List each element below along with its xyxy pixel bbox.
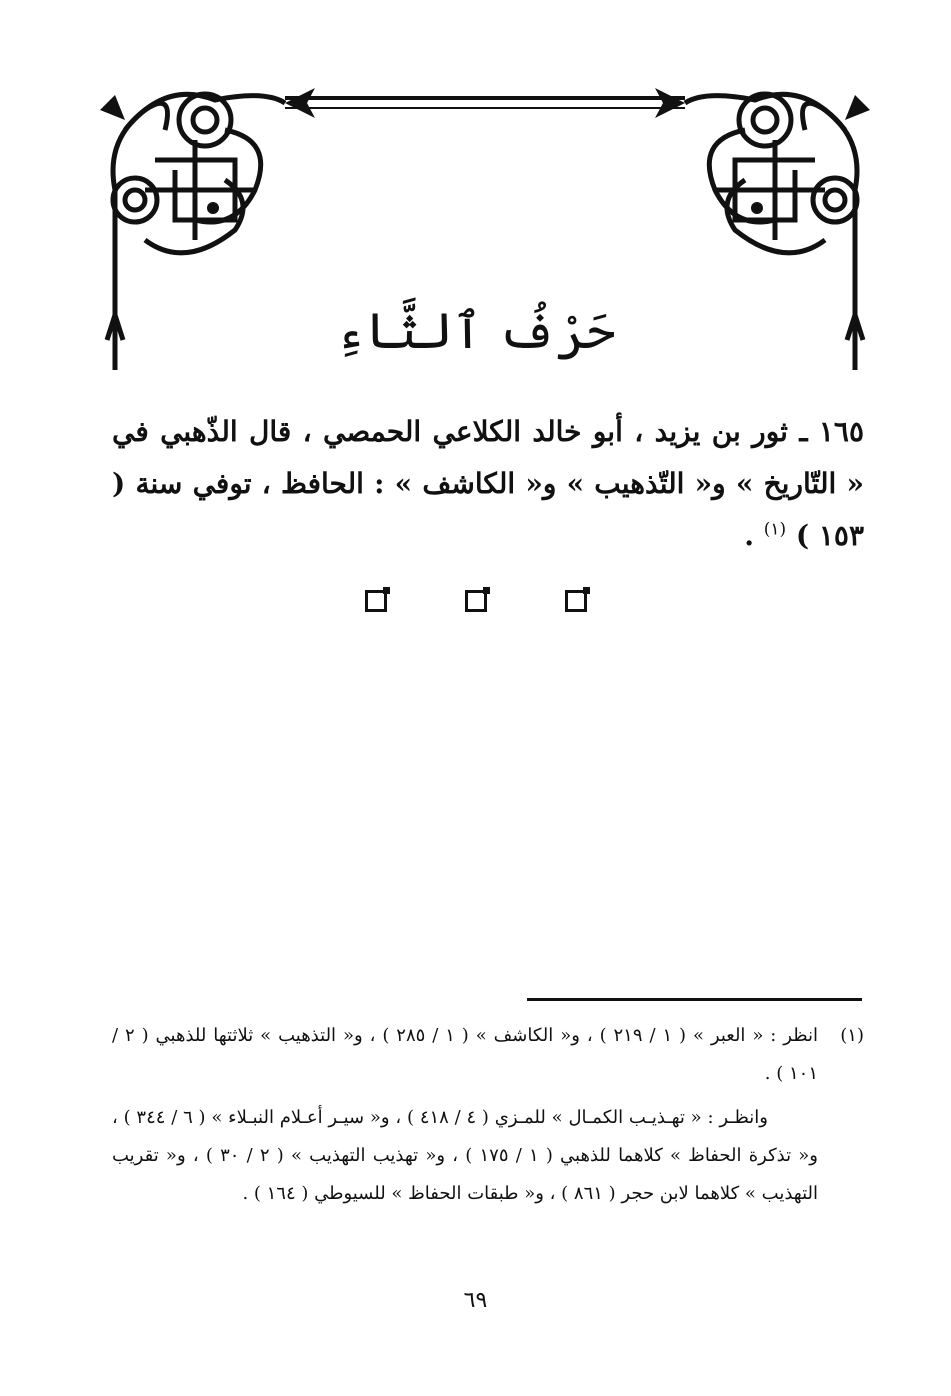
entry-text: ، أبو خالد الكلاعي الحمصي ، قال الذّهبي في « التّاريخ » و« التّذهيب » و« الكاشف » : الحافظ ، توفي سنة ( ١٥٣ ) bbox=[112, 415, 864, 552]
entry-number: ١٦٥ ـ bbox=[799, 415, 864, 448]
entry-name: ثور بن يزيد bbox=[654, 415, 788, 448]
biography-entry bbox=[112, 406, 864, 562]
page-number: ٦٩ bbox=[463, 1288, 488, 1313]
entry-end: . bbox=[744, 519, 754, 552]
separator-box-icon bbox=[365, 590, 387, 612]
footnote-reference[interactable]: (١) bbox=[763, 519, 787, 540]
chapter-title: حَرْفُ ٱلثَّاءِ bbox=[335, 301, 616, 360]
separator-box-icon bbox=[465, 590, 487, 612]
footnote-text: انظر : « العبر » ( ١ / ٢١٩ ) ، و« الكاشف » ( ١ / ٢٨٥ ) ، و« التذهيب » ثلاثتها للذهبي ( ٢ / ١٠١ ) . bbox=[112, 1025, 818, 1084]
footnote-continuation: وانظـر : « تهـذيـب الكمـال » للمـزي ( ٤ / ٤١٨ ) ، و« سيـر أعـلام النبـلاء » ( ٦ / ٣٤٤ ) ، و« تذكرة الحفاظ » كلاهما للذهبي ( ١ / ١٧٥ ) ، و« تهذيب التهذيب » ( ٢ / ٣٠ ) ، و« تقريب التهذيب » كلاهما لابن حجر ( ٨٦١ ) ، و« طبقات الحفاظ » للسيوطي ( ١٦٤ ) . bbox=[112, 1107, 818, 1204]
footnote-number: (١) bbox=[840, 1025, 864, 1046]
separator-box-icon bbox=[565, 590, 587, 612]
footnote-divider bbox=[527, 998, 862, 1001]
footnote-item bbox=[112, 1017, 864, 1093]
footnotes bbox=[112, 1017, 864, 1213]
section-separator bbox=[0, 590, 951, 612]
